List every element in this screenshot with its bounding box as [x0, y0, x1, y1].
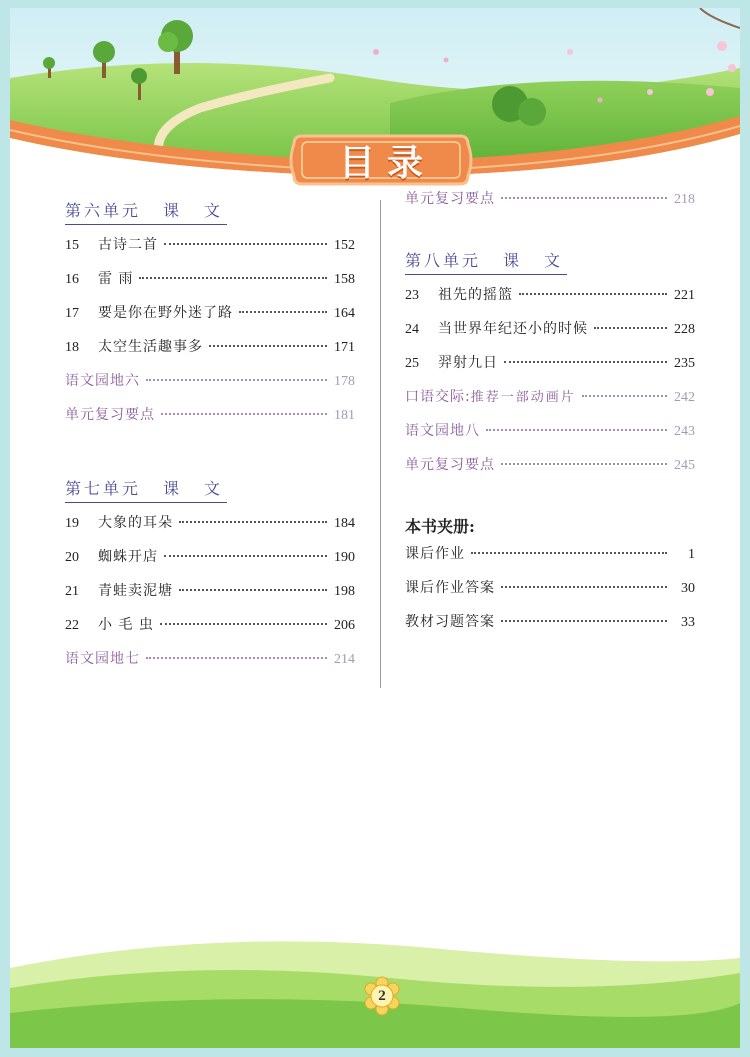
toc-entry[interactable]: 语文园地八 243 [405, 423, 695, 439]
toc-entry[interactable]: 23 祖先的摇篮 221 [405, 287, 695, 303]
toc-entry[interactable]: 教材习题答案 33 [405, 614, 695, 630]
toc-entry[interactable]: 15 古诗二首 152 [65, 237, 355, 253]
unit-eight [405, 248, 695, 488]
toc-entry[interactable]: 口语交际: 推荐一部动画片 242 [405, 389, 695, 405]
unit-heading: 第七单元 课 文 [65, 476, 227, 503]
unit-seven [65, 476, 355, 682]
page-title: 目录 [338, 142, 435, 184]
toc-right-column [405, 188, 695, 645]
unit-heading: 第六单元 课 文 [65, 198, 227, 225]
toc-entry[interactable]: 21 青蛙卖泥塘 198 [65, 583, 355, 599]
attachment-section [405, 514, 695, 645]
page-number-badge [362, 976, 402, 1016]
toc-page [10, 8, 740, 1048]
unit-heading: 第八单元 课 文 [405, 248, 567, 275]
toc-entry[interactable]: 单元复习要点 218 [405, 191, 695, 207]
toc-entry[interactable]: 语文园地六 178 [65, 373, 355, 389]
toc-entry[interactable]: 20 蜘蛛开店 190 [65, 549, 355, 565]
toc-left-column [65, 198, 355, 682]
title-plaque [288, 130, 474, 190]
toc-entry[interactable]: 语文园地七 214 [65, 651, 355, 667]
toc-entry[interactable]: 课后作业答案 30 [405, 580, 695, 596]
page-number: 2 [378, 987, 386, 1004]
toc-entry[interactable]: 课后作业 1 [405, 546, 695, 562]
unit-six [65, 198, 355, 438]
toc-entry[interactable]: 25 羿射九日 235 [405, 355, 695, 371]
toc-entry[interactable]: 单元复习要点 245 [405, 457, 695, 473]
attachment-heading: 本书夹册: [405, 517, 475, 536]
toc-entry[interactable]: 单元复习要点 181 [65, 407, 355, 423]
toc-entry[interactable]: 17 要是你在野外迷了路 164 [65, 305, 355, 321]
toc-entry[interactable]: 22 小 毛 虫 206 [65, 617, 355, 633]
toc-entry[interactable]: 18 太空生活趣事多 171 [65, 339, 355, 355]
toc-entry[interactable]: 24 当世界年纪还小的时候 228 [405, 321, 695, 337]
column-divider [380, 200, 381, 688]
toc-entry[interactable]: 19 大象的耳朵 184 [65, 515, 355, 531]
toc-entry[interactable]: 16 雷 雨 158 [65, 271, 355, 287]
